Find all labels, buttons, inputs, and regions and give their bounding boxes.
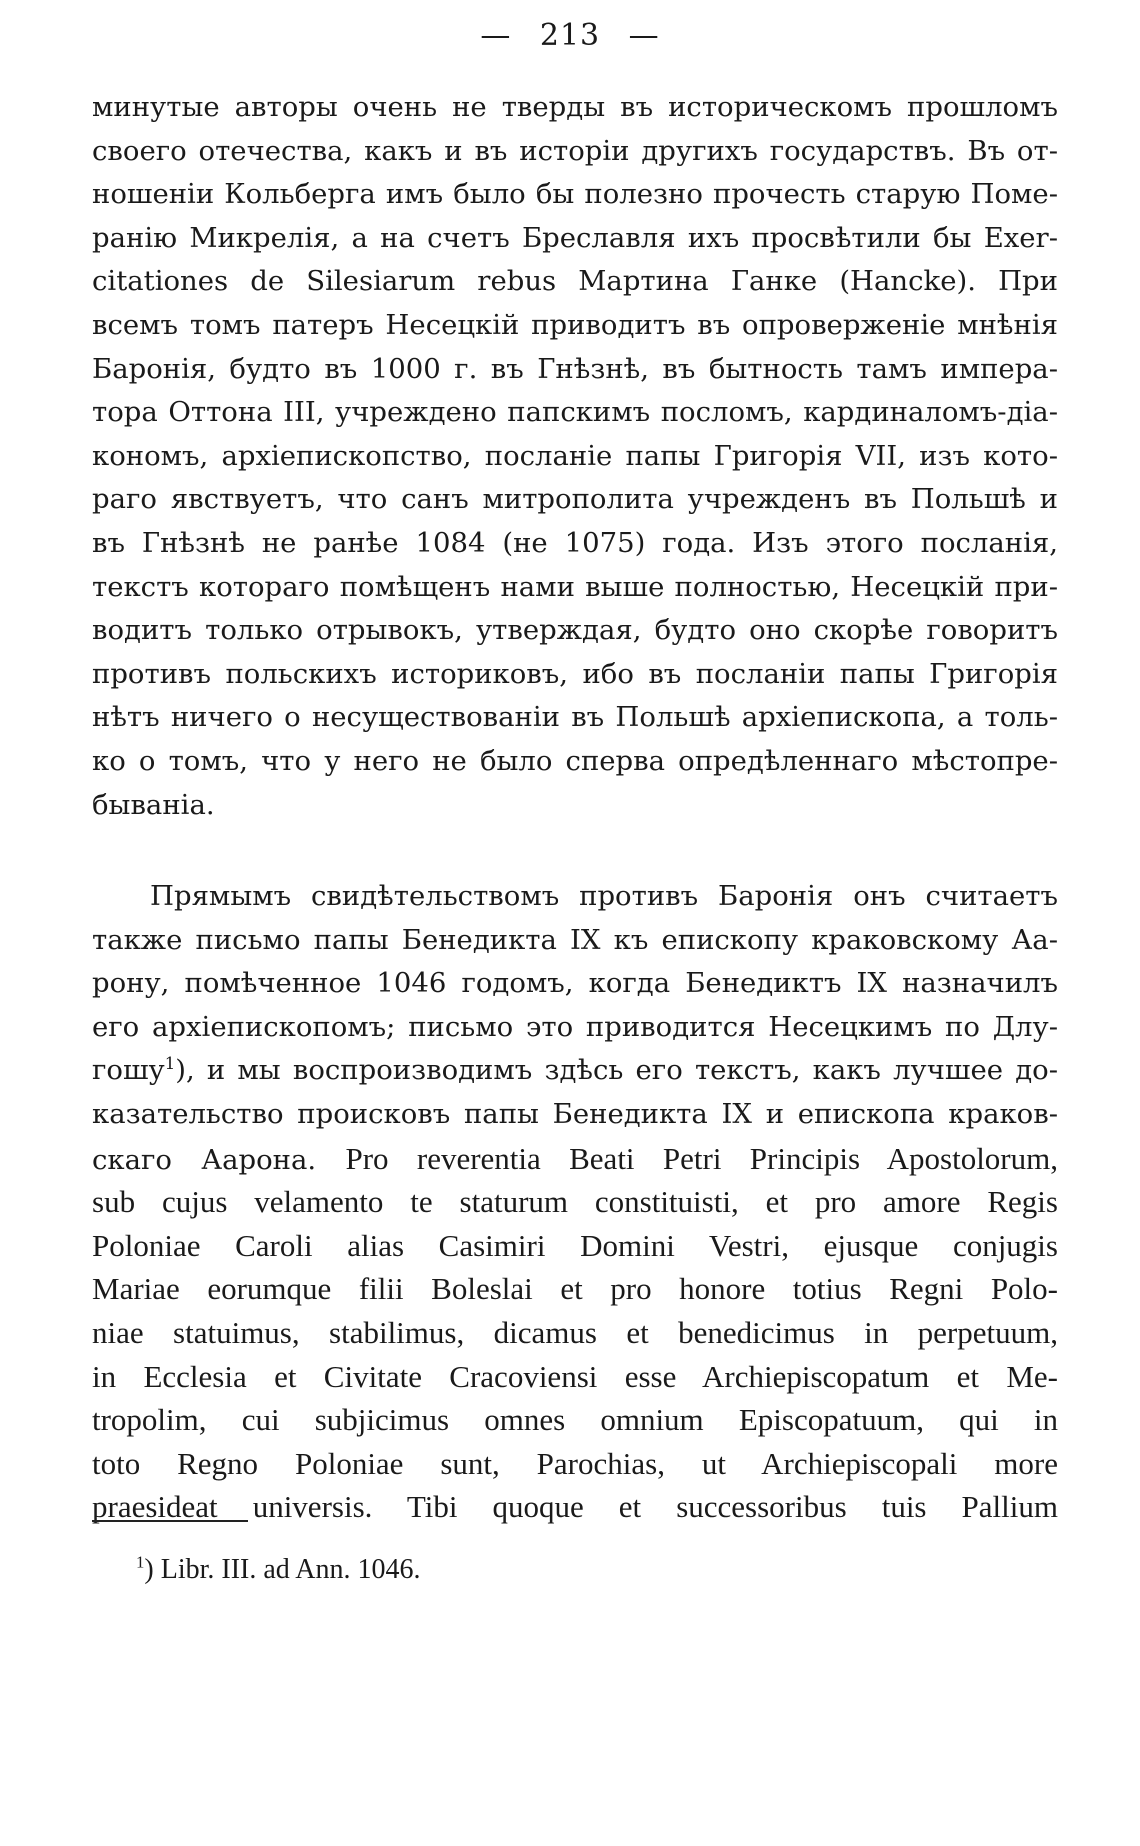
text-line: текстъ котораго помѣщенъ нами выше полностью, Несецкій при-	[92, 570, 1058, 603]
latin-text-line: tropolim, cui subjicimus omnes omnium Episcopatuum, qui in	[92, 1402, 1058, 1438]
footnote-text: ) Libr. III. ad Ann. 1046.	[144, 1554, 421, 1585]
text-line: тора Оттона III, учреждено папскимъ посломъ, кардиналомъ-діа-	[92, 396, 1058, 429]
page-body	[92, 86, 1058, 1529]
latin-text-segment: Pro reverentia Beati Petri Principis Apostolorum,	[345, 1140, 1058, 1176]
latin-text-line: in Ecclesia et Civitate Cracoviensi esse Archiepiscopatum et Me-	[92, 1358, 1058, 1394]
text-line: Баронія, будто въ 1000 г. въ Гнѣзнѣ, въ бытность тамъ импера-	[92, 352, 1058, 385]
latin-text-line: Mariae eorumque filii Boleslai et pro honore totius Regni Polo-	[92, 1271, 1058, 1307]
paragraph-gap	[92, 827, 1058, 875]
text-line: ношеніи Кольберга имъ было бы полезно прочесть старую Поме-	[92, 178, 1058, 211]
footnote-reference: 1	[164, 1054, 176, 1074]
paragraph-2	[92, 875, 1058, 1529]
latin-text-line: sub cujus velamento te staturum constituisti, et pro amore Regis	[92, 1184, 1058, 1220]
footnote-marker: 1	[136, 1552, 145, 1572]
text-line: также письмо папы Бенедикта IX къ епископу краковскому Аа-	[92, 923, 1058, 956]
latin-text-line: praesideat universis. Tibi quoque et successoribus tuis Pallium	[92, 1489, 1058, 1525]
latin-text-line: niae statuimus, stabilimus, dicamus et benedicimus in perpetuum,	[92, 1315, 1058, 1351]
latin-text-line: Poloniae Caroli alias Casimiri Domini Vestri, ejusque conjugis	[92, 1227, 1058, 1263]
text-line-with-footnote-ref	[92, 1049, 1058, 1093]
latin-text-line: toto Regno Poloniae sunt, Parochias, ut Archiepiscopali more	[92, 1445, 1058, 1481]
text-segment: гошу	[92, 1054, 165, 1087]
header-dash-right: —	[628, 18, 660, 53]
text-line: раго явствуетъ, что санъ митрополита учрежденъ въ Польшѣ и	[92, 483, 1058, 516]
text-line: ранію Микрелія, а на счетъ Бреславля ихъ просвѣтили бы Exer-	[92, 221, 1058, 254]
header-dash-left: —	[480, 18, 512, 53]
footnote	[136, 1550, 420, 1590]
page-header	[0, 18, 1140, 53]
text-line: своего отечества, какъ и въ исторіи другихъ государствъ. Въ от-	[92, 134, 1058, 167]
text-line: нѣтъ ничего о несуществованіи въ Польшѣ архіепископа, а толь-	[92, 701, 1058, 734]
text-line: водитъ только отрывокъ, утверждая, будто оно скорѣе говоритъ	[92, 614, 1058, 647]
text-line-mixed	[92, 1137, 1058, 1181]
text-line: кономъ, архіепископство, посланіе папы Григорія VII, изъ кото-	[92, 439, 1058, 472]
text-line: минутые авторы очень не тверды въ историческомъ прошломъ	[92, 91, 1058, 123]
footnote-divider	[92, 1520, 248, 1522]
text-line: его архіепископомъ; письмо это приводится Несецкимъ по Длу-	[92, 1010, 1058, 1043]
page-number: 213	[539, 18, 601, 53]
text-line: citationes de Silesiarum rebus Мартина Ганке (Hancke). При	[92, 265, 1058, 298]
text-segment: ), и мы воспроизводимъ здѣсь его текстъ, какъ лучшее до-	[175, 1054, 1058, 1087]
text-line: рону, помѣченное 1046 годомъ, когда Бенедиктъ IX назначилъ	[92, 967, 1058, 1000]
text-segment: скаго Аарона.	[92, 1143, 346, 1176]
text-line: казательство происковъ папы Бенедикта IX и епископа краков-	[92, 1098, 1058, 1131]
paragraph-1	[92, 86, 1058, 827]
text-line: въ Гнѣзнѣ не ранѣе 1084 (не 1075) года. Изъ этого посланія,	[92, 526, 1058, 559]
text-line: бываніа.	[92, 788, 215, 821]
text-line: противъ польскихъ историковъ, ибо въ посланіи папы Григорія	[92, 657, 1058, 690]
text-line: ко о томъ, что у него не было сперва опредѣленнаго мѣстопре-	[92, 744, 1058, 777]
text-line: Прямымъ свидѣтельствомъ противъ Баронія онъ считаетъ	[150, 880, 1058, 913]
text-line: всемъ томъ патеръ Несецкій приводитъ въ опроверженіе мнѣнія	[92, 308, 1058, 341]
